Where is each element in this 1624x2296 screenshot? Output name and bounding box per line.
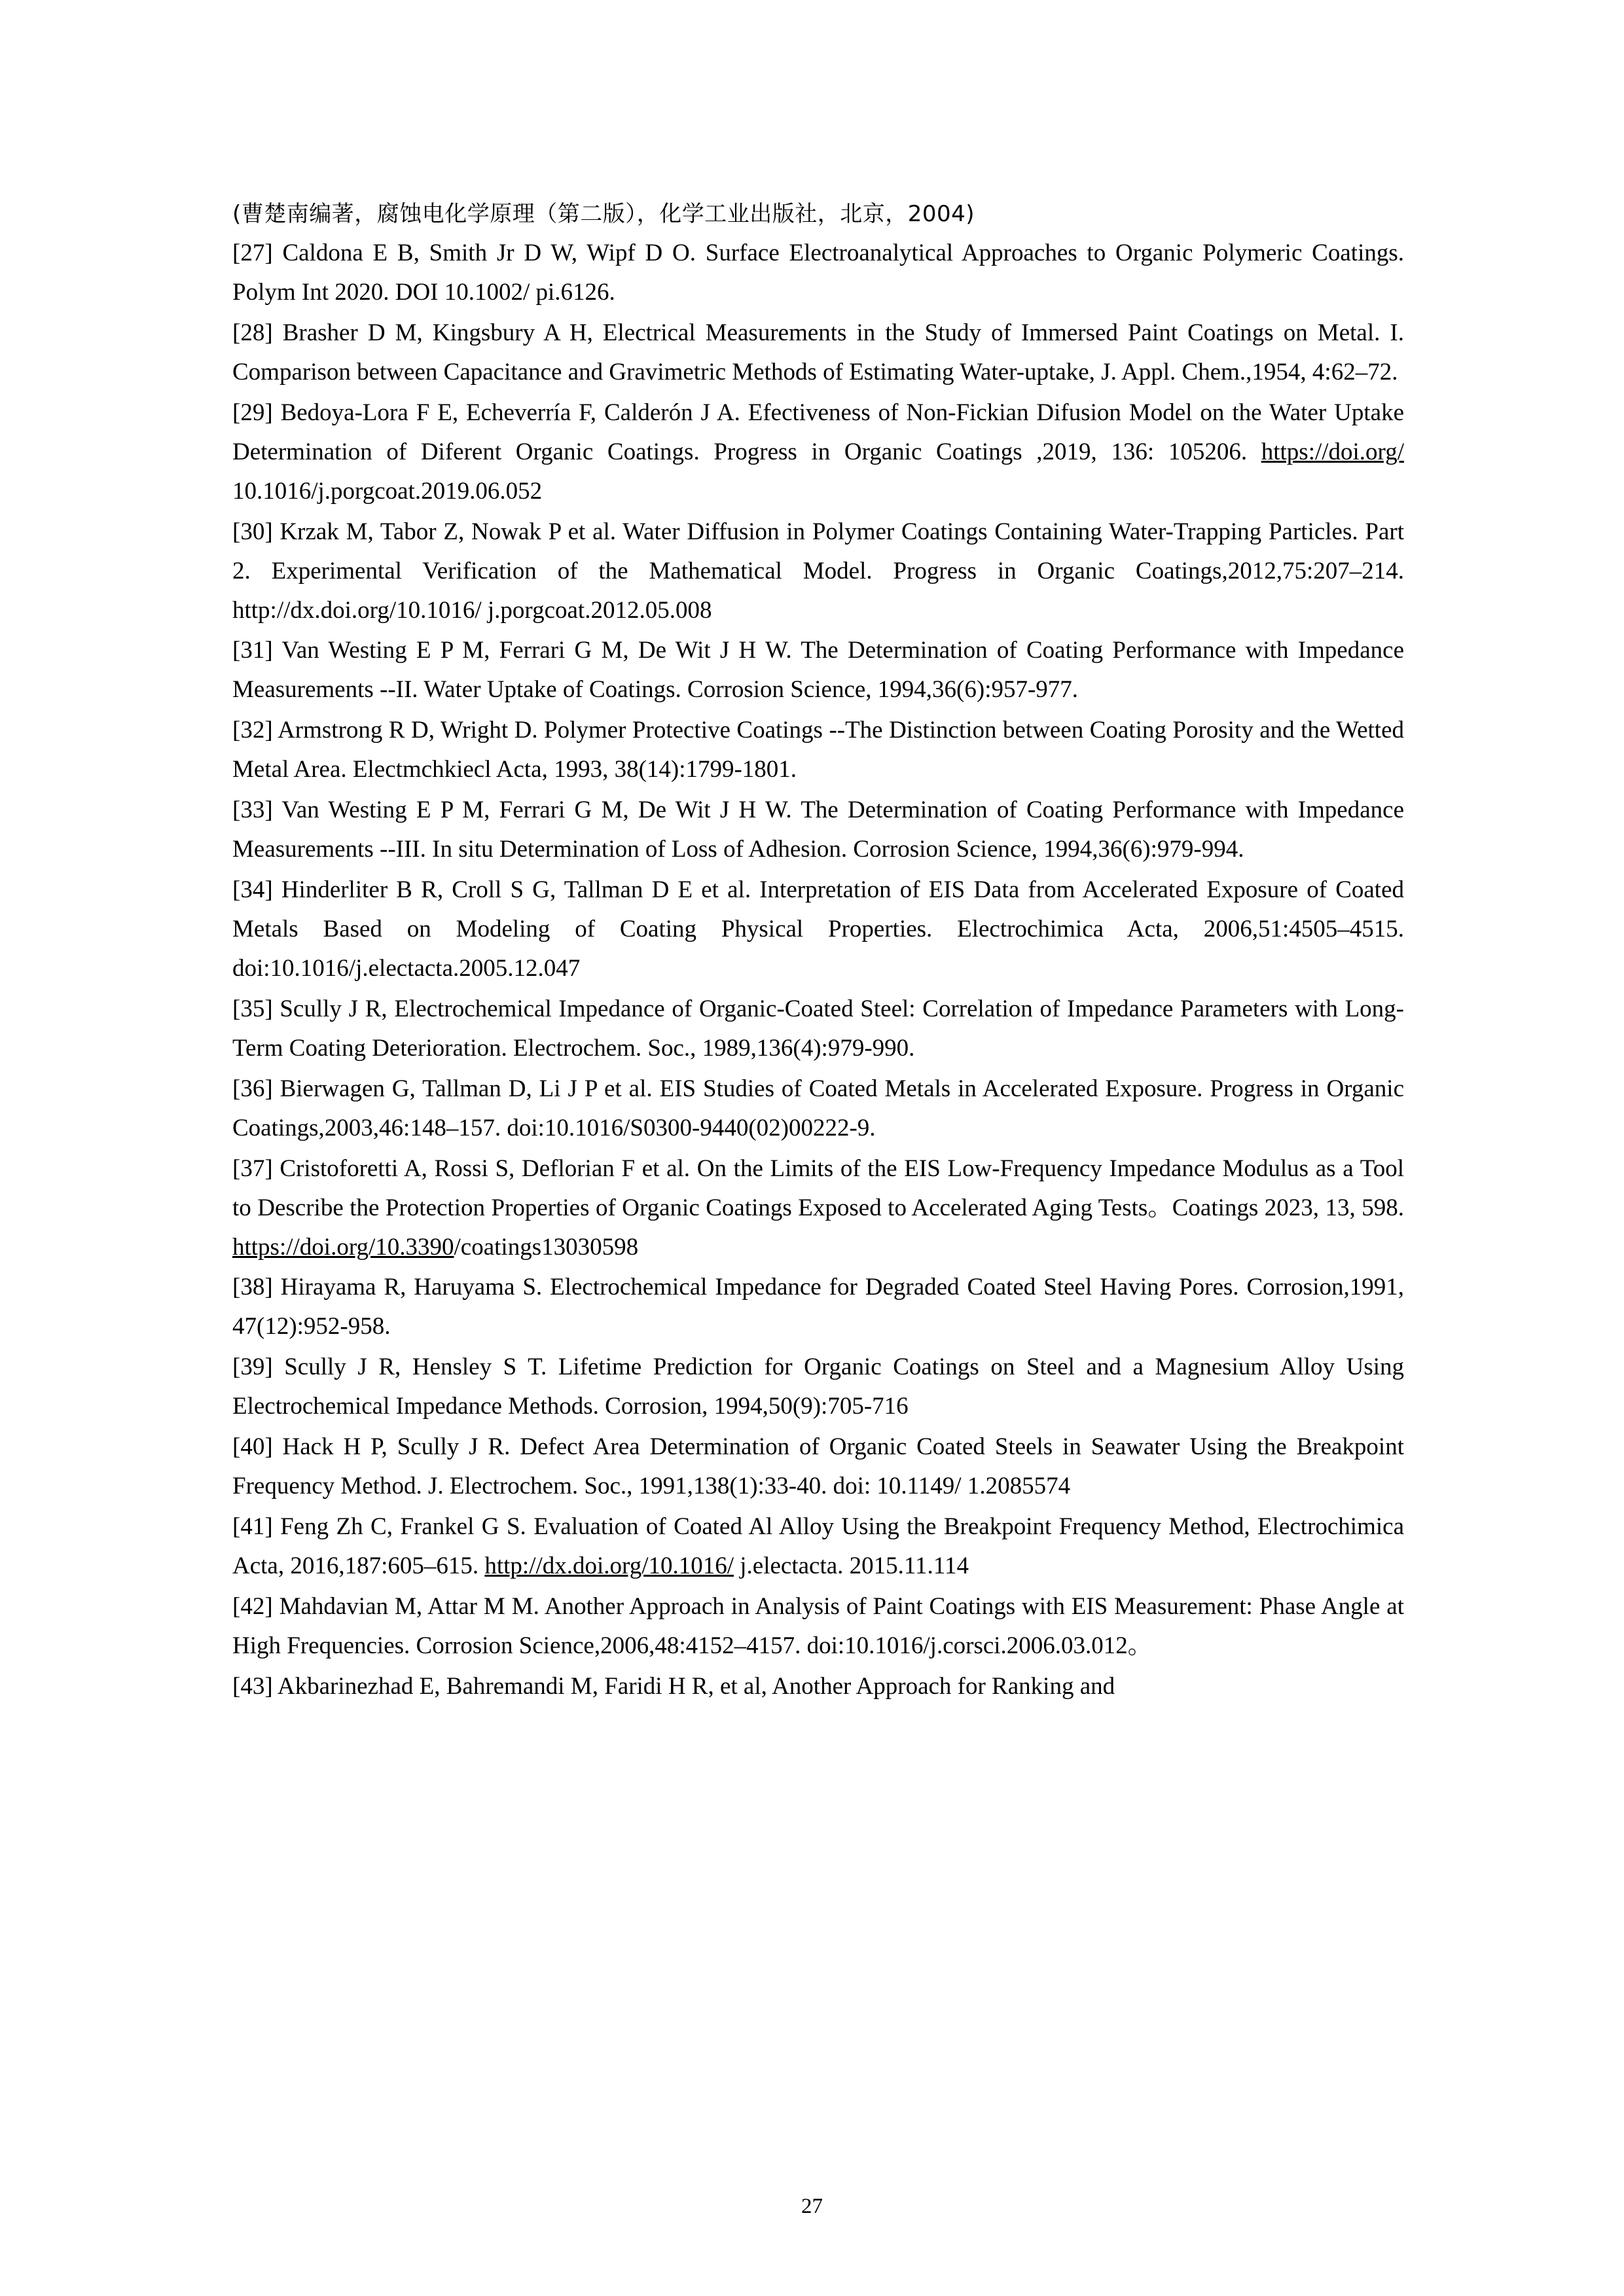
reference-entry — [232, 631, 1404, 709]
reference-text-tail: /coatings13030598 — [454, 1233, 639, 1261]
reference-entry — [232, 1268, 1404, 1346]
reference-text: [35] Scully J R, Electrochemical Impedance of Organic-Coated Steel: Correlation of Impedance Parameters with Long-Term Coating Deterioration. Electrochem. Soc., 1989,136(4):979-990. — [232, 995, 1404, 1062]
reference-text: [27] Caldona E B, Smith Jr D W, Wipf D O. Surface Electroanalytical Approaches to Organic Polymeric Coatings. Polym Int 2020. DOI 10.1002/ pi.6126. — [232, 240, 1404, 306]
reference-entry — [232, 791, 1404, 869]
reference-entry — [232, 234, 1404, 312]
reference-text: [34] Hinderliter B R, Croll S G, Tallman D E et al. Interpretation of EIS Data from Accelerated Exposure of Coated Metals Based on Modeling of Coating Physical Properties. Electrochimica Acta, 2006,51:4505–4515. doi:10.1016/j.electacta.2005.12.047 — [232, 876, 1404, 982]
reference-text-tail: 10.1016/j.porgcoat.2019.06.052 — [232, 477, 543, 505]
reference-entry — [232, 1667, 1404, 1706]
reference-entry — [232, 870, 1404, 988]
reference-text: [30] Krzak M, Tabor Z, Nowak P et al. Water Diffusion in Polymer Coatings Containing Water-Trapping Particles. Part 2. Experimental Verification of the Mathematical Model. Progress in Organic Coatings,2012,75:207–214. http://dx.doi.org/10.1016/ j.porgcoat.2012.05.008 — [232, 518, 1404, 624]
reference-entry — [232, 990, 1404, 1068]
reference-entry — [232, 1069, 1404, 1148]
reference-entry — [232, 1149, 1404, 1267]
reference-text: [28] Brasher D M, Kingsbury A H, Electrical Measurements in the Study of Immersed Paint Coatings on Metal. I. Comparison between Capacitance and Gravimetric Methods of Estimating Water-uptake, J. Appl. Chem.,1954, 4:62–72. — [232, 319, 1404, 386]
header-note: (曹楚南编著，腐蚀电化学原理（第二版），化学工业出版社，北京，2004) — [232, 201, 975, 227]
page-number: 27 — [801, 2195, 823, 2218]
reference-text: [42] Mahdavian M, Attar M M. Another Approach in Analysis of Paint Coatings with EIS Measurement: Phase Angle at High Frequencies. Corrosion Science,2006,48:4152–4157. doi:10.1016/j.corsci.2006.03.012。 — [232, 1592, 1404, 1659]
reference-text: [33] Van Westing E P M, Ferrari G M, De Wit J H W. The Determination of Coating Performance with Impedance Measurements --III. In situ Determination of Loss of Adhesion. Corrosion Science, 1994,36(6):979-994. — [232, 797, 1404, 863]
reference-list — [232, 196, 1404, 1706]
reference-entry — [232, 1507, 1404, 1586]
reference-text: [32] Armstrong R D, Wright D. Polymer Protective Coatings --The Distinction between Coating Porosity and the Wetted Metal Area. Electmchkiecl Acta, 1993, 38(14):1799-1801. — [232, 717, 1404, 783]
reference-entry — [232, 1427, 1404, 1506]
reference-link[interactable]: http://dx.doi.org/10.1016/ — [484, 1552, 734, 1580]
reference-text: [29] Bedoya-Lora F E, Echeverría F, Calderón J A. Efectiveness of Non-Fickian Difusion Model on the Water Uptake Determination of Diferent Organic Coatings. Progress in Organic Coatings ,2019, 136: 105206. — [232, 399, 1404, 465]
reference-entry — [232, 1587, 1404, 1666]
reference-text-tail: j.electacta. 2015.11.114 — [734, 1552, 969, 1580]
reference-link[interactable]: https://doi.org/ — [1261, 438, 1404, 465]
reference-entry — [232, 314, 1404, 392]
reference-entry — [232, 1348, 1404, 1426]
reference-entry — [232, 393, 1404, 511]
reference-text: [31] Van Westing E P M, Ferrari G M, De Wit J H W. The Determination of Coating Performance with Impedance Measurements --II. Water Uptake of Coatings. Corrosion Science, 1994,36(6):957-977. — [232, 637, 1404, 704]
reference-text: [37] Cristoforetti A, Rossi S, Deflorian F et al. On the Limits of the EIS Low-Frequency Impedance Modulus as a Tool to Describe the Protection Properties of Organic Coatings Exposed to Accelerated Aging Tests。Coatings 2023, 13, 598. — [232, 1155, 1404, 1221]
reference-text: [39] Scully J R, Hensley S T. Lifetime Prediction for Organic Coatings on Steel and a Magnesium Alloy Using Electrochemical Impedance Methods. Corrosion, 1994,50(9):705-716 — [232, 1354, 1404, 1420]
reference-text: [43] Akbarinezhad E, Bahremandi M, Faridi H R, et al, Another Approach for Ranking and — [232, 1672, 1115, 1700]
reference-text: [41] Feng Zh C, Frankel G S. Evaluation of Coated Al Alloy Using the Breakpoint Frequency Method, Electrochimica Acta, 2016,187:605–615. — [232, 1513, 1404, 1580]
reference-entry — [232, 512, 1404, 630]
reference-link[interactable]: https://doi.org/10.3390 — [232, 1233, 454, 1261]
reference-entry — [232, 711, 1404, 789]
reference-text: [36] Bierwagen G, Tallman D, Li J P et al. EIS Studies of Coated Metals in Accelerated Exposure. Progress in Organic Coatings,2003,46:148–157. doi:10.1016/S0300-9440(02)00222-9. — [232, 1075, 1404, 1141]
reference-text: [40] Hack H P, Scully J R. Defect Area Determination of Organic Coated Steels in Seawater Using the Breakpoint Frequency Method. J. Electrochem. Soc., 1991,138(1):33-40. doi: 10.1149/ 1.2085574 — [232, 1433, 1404, 1500]
reference-text: [38] Hirayama R, Haruyama S. Electrochemical Impedance for Degraded Coated Steel Having Pores. Corrosion,1991, 47(12):952-958. — [232, 1274, 1404, 1340]
